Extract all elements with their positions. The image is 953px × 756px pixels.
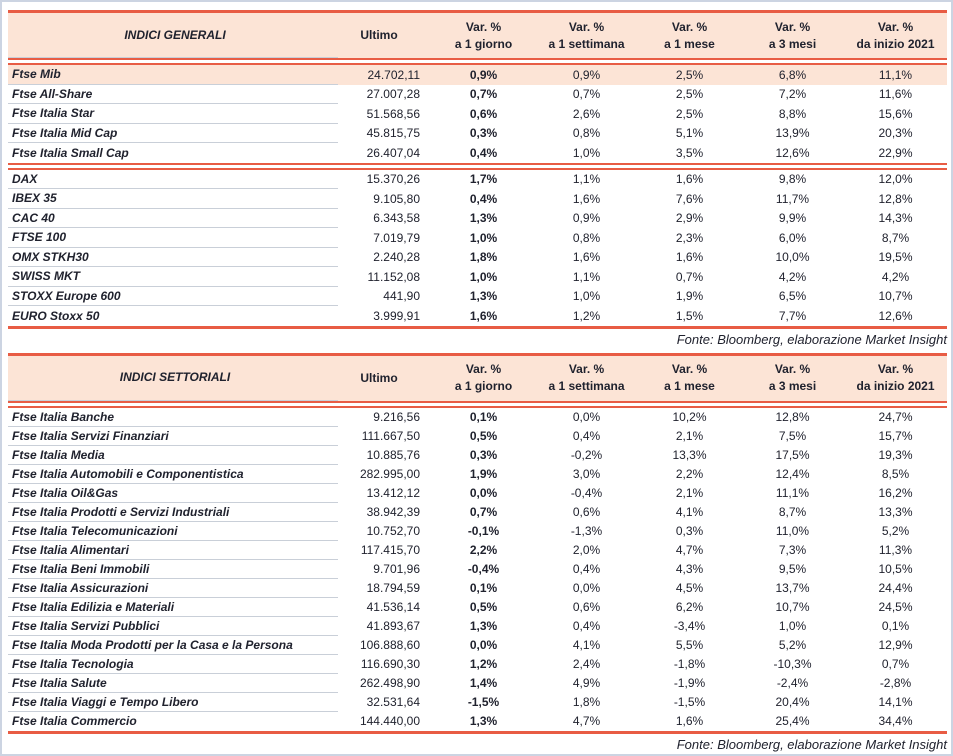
percent-value-cell: 0,7% (469, 87, 498, 102)
column-header-line1: Var. % (671, 362, 708, 376)
table-row (8, 427, 947, 446)
column-header-line1: Var. % (877, 19, 914, 34)
percent-value-cell: 10,5% (878, 562, 913, 576)
percent-value-cell: 4,7% (675, 543, 704, 557)
percent-value-cell: 7,3% (778, 543, 807, 557)
percent-value-cell: 12,0% (878, 172, 913, 187)
column-header (741, 13, 844, 58)
percent-value-cell: 0,0% (572, 581, 601, 595)
table-row (8, 484, 947, 503)
percent-value-cell: -1,5% (673, 695, 706, 709)
percent-value-cell: 4,1% (675, 505, 704, 519)
percent-value-cell: 0,4% (572, 562, 601, 576)
percent-value-cell: 0,3% (675, 524, 704, 538)
index-name-cell: Ftse Italia Small Cap (12, 145, 129, 160)
percent-value-cell: 14,3% (878, 211, 913, 226)
percent-value-cell: 4,7% (572, 714, 601, 728)
percent-value-cell: 2,5% (675, 106, 704, 121)
column-header-line1: Var. % (774, 362, 811, 376)
percent-value-cell: 1,3% (469, 289, 498, 304)
percent-value-cell: 20,3% (878, 126, 913, 141)
percent-value-cell: 0,8% (572, 126, 601, 141)
percent-value-cell: 2,6% (572, 106, 601, 121)
index-name-cell: Ftse All-Share (8, 85, 338, 105)
percent-value-cell: 24,4% (878, 581, 913, 595)
percent-value-cell: 0,6% (572, 505, 601, 519)
index-name-cell: Ftse Italia Edilizia e Materiali (8, 598, 338, 617)
index-name-cell: OMX STKH30 (8, 248, 338, 268)
table-row (8, 655, 947, 674)
percent-value-cell: -0,4% (467, 562, 500, 576)
percent-value-cell: 8,8% (778, 106, 807, 121)
index-name-cell: Ftse Italia Salute (8, 674, 338, 693)
column-header-line1: Var. % (671, 19, 708, 34)
percent-value-cell: 1,0% (778, 619, 807, 633)
percent-value-cell: 11,0% (775, 524, 810, 538)
percent-value-cell: 1,6% (675, 714, 704, 728)
percent-value-cell: 0,8% (572, 230, 601, 245)
percent-value-cell: -0,4% (570, 486, 603, 500)
column-header-line1: Var. % (568, 362, 605, 376)
percent-value-cell: 12,6% (878, 308, 913, 323)
index-name-cell: Ftse Italia Assicurazioni (8, 579, 338, 598)
percent-value-cell: 0,6% (469, 106, 498, 121)
ultimo-value-cell: 106.888,60 (359, 638, 420, 652)
index-name-cell: DAX (8, 170, 338, 190)
percent-value-cell: 0,1% (881, 619, 910, 633)
percent-value-cell: -0,1% (467, 524, 500, 538)
percent-value-cell: 4,3% (675, 562, 704, 576)
column-header (638, 13, 741, 58)
index-name-cell: Ftse Italia Prodotti e Servizi Industriali (8, 503, 338, 522)
ultimo-value-cell: 441,90 (383, 289, 420, 304)
index-name-cell: Ftse Italia Media (8, 446, 338, 465)
index-name-cell: Ftse Mib (8, 65, 338, 85)
ultimo-value-cell: 45.815,75 (366, 126, 420, 141)
percent-value-cell: 7,7% (778, 308, 807, 323)
table-row (8, 541, 947, 560)
percent-value-cell: 13,3% (878, 505, 913, 519)
column-header-line1: Var. % (465, 362, 502, 376)
table-row (8, 65, 947, 85)
table-row (8, 170, 947, 190)
column-header-line1: Var. % (877, 362, 914, 376)
percent-value-cell: 4,1% (572, 638, 601, 652)
percent-value-cell: 9,9% (778, 211, 807, 226)
index-name-cell: Ftse Italia Telecomunicazioni (8, 522, 338, 541)
percent-value-cell: 13,9% (775, 126, 810, 141)
percent-value-cell: 5,1% (675, 126, 704, 141)
ultimo-value-cell: 7.019,79 (373, 230, 420, 245)
ultimo-value-cell: 26.407,04 (366, 145, 420, 160)
column-header-line2: a 3 mesi (768, 379, 817, 393)
index-name-cell: Ftse Italia Servizi Finanziari (8, 427, 338, 446)
percent-value-cell: 7,2% (778, 87, 807, 102)
percent-value-cell: 9,8% (778, 172, 807, 187)
table-row (8, 287, 947, 307)
percent-value-cell: 7,6% (675, 191, 704, 206)
ultimo-value-cell: 10.752,70 (366, 524, 420, 538)
index-name-cell: FTSE 100 (8, 228, 338, 248)
percent-value-cell: 2,5% (675, 67, 704, 82)
percent-value-cell: 2,2% (469, 543, 498, 557)
percent-value-cell: 0,4% (469, 191, 498, 206)
percent-value-cell: 0,0% (469, 486, 498, 500)
ultimo-value-cell: 24.702,11 (367, 67, 420, 82)
percent-value-cell: 0,4% (469, 145, 498, 160)
percent-value-cell: 16,2% (878, 486, 913, 500)
table-row (8, 228, 947, 248)
ultimo-value-cell: 6.343,58 (373, 211, 420, 226)
table-row (8, 104, 947, 124)
column-header (844, 356, 947, 401)
index-name-cell: Ftse Italia Moda Prodotti per la Casa e la Persona (8, 636, 338, 655)
percent-value-cell: 12,9% (878, 638, 913, 652)
column-header (338, 356, 432, 401)
percent-value-cell: 0,7% (881, 657, 910, 671)
percent-value-cell: 1,6% (572, 191, 601, 206)
ultimo-value-cell: 117.415,70 (360, 543, 420, 557)
percent-value-cell: 11,3% (878, 543, 913, 557)
table-row (8, 674, 947, 693)
table-row (8, 598, 947, 617)
percent-value-cell: 4,9% (572, 676, 601, 690)
index-name-cell: IBEX 35 (8, 189, 338, 209)
ultimo-value-cell: 32.531,64 (366, 695, 420, 709)
percent-value-cell: 5,2% (881, 524, 910, 538)
index-name-cell: Ftse Italia Banche (8, 408, 338, 427)
column-header-line2: a 3 mesi (768, 36, 817, 51)
percent-value-cell: 6,2% (675, 600, 704, 614)
percent-value-cell: 5,5% (675, 638, 704, 652)
column-header (535, 13, 638, 58)
percent-value-cell: 10,7% (878, 289, 913, 304)
index-name-cell: STOXX Europe 600 (8, 287, 338, 307)
percent-value-cell: -1,9% (673, 676, 706, 690)
table-row (8, 712, 947, 731)
table-title: INDICI GENERALI (8, 13, 338, 58)
percent-value-cell: 1,0% (572, 289, 601, 304)
column-header-line2: a 1 settimana (548, 36, 625, 51)
column-header-line2: a 1 mese (664, 36, 715, 51)
index-name-cell: Ftse Italia Star (8, 104, 338, 124)
percent-value-cell: -0,2% (570, 448, 603, 462)
percent-value-cell: 0,0% (572, 410, 601, 424)
table-row (8, 85, 947, 105)
index-name-cell: SWISS MKT (8, 267, 338, 287)
percent-value-cell: 14,1% (878, 695, 913, 709)
table-row (8, 408, 947, 427)
header-separator-line (8, 401, 947, 408)
column-header (338, 13, 432, 58)
ultimo-value-cell: 9.701,96 (373, 562, 420, 576)
table-row (8, 209, 947, 229)
percent-value-cell: 2,4% (572, 657, 601, 671)
ultimo-value-cell: 41.536,14 (366, 600, 420, 614)
percent-value-cell: 11,1% (775, 486, 810, 500)
percent-value-cell: 10,2% (672, 410, 707, 424)
ultimo-value-cell: 13.412,12 (366, 486, 420, 500)
percent-value-cell: 2,5% (675, 87, 704, 102)
ultimo-value-cell: 282.995,00 (359, 467, 420, 481)
percent-value-cell: -1,8% (673, 657, 706, 671)
percent-value-cell: -3,4% (673, 619, 706, 633)
percent-value-cell: 0,3% (469, 448, 498, 462)
percent-value-cell: 15,6% (878, 106, 913, 121)
table-row (8, 143, 947, 163)
index-name-cell: Ftse Italia Beni Immobili (8, 560, 338, 579)
percent-value-cell: -10,3% (773, 657, 812, 671)
column-header (844, 13, 947, 58)
group-divider-line (8, 163, 947, 170)
index-name-cell: Ftse Italia Oil&Gas (8, 484, 338, 503)
table-row (8, 446, 947, 465)
indici-settoriali-table (8, 353, 947, 734)
percent-value-cell: 5,2% (778, 638, 807, 652)
percent-value-cell: 7,5% (778, 429, 807, 443)
table-row (8, 636, 947, 655)
table-row (8, 248, 947, 268)
table-row (8, 189, 947, 209)
percent-value-cell: 0,5% (469, 429, 498, 443)
ultimo-value-cell: 9.105,80 (373, 191, 420, 206)
column-header-line2: a 1 giorno (454, 36, 513, 51)
percent-value-cell: 9,5% (778, 562, 807, 576)
percent-value-cell: 19,3% (878, 448, 913, 462)
index-name-cell: Ftse Italia Commercio (12, 714, 137, 728)
percent-value-cell: -2,8% (879, 676, 912, 690)
percent-value-cell: 1,6% (572, 250, 601, 265)
percent-value-cell: 2,3% (675, 230, 704, 245)
percent-value-cell: 0,7% (469, 505, 498, 519)
percent-value-cell: 12,6% (775, 145, 810, 160)
column-header-line1: Var. % (774, 19, 811, 34)
column-header-line1: Var. % (568, 19, 605, 34)
percent-value-cell: 6,8% (778, 67, 807, 82)
percent-value-cell: 1,6% (469, 308, 498, 323)
table-row (8, 617, 947, 636)
ultimo-value-cell: 9.216,56 (373, 410, 420, 424)
ultimo-value-cell: 2.240,28 (373, 250, 420, 265)
ultimo-value-cell: 3.999,91 (373, 308, 420, 323)
percent-value-cell: 1,8% (572, 695, 601, 709)
percent-value-cell: 1,3% (469, 714, 498, 728)
ultimo-value-cell: 18.794,59 (366, 581, 420, 595)
percent-value-cell: 20,4% (775, 695, 810, 709)
percent-value-cell: 12,4% (775, 467, 810, 481)
table-row (8, 579, 947, 598)
column-header-line1: Var. % (465, 19, 502, 34)
column-header-line2: a 1 mese (664, 379, 715, 393)
percent-value-cell: 19,5% (878, 250, 913, 265)
table-row (8, 267, 947, 287)
percent-value-cell: -2,4% (776, 676, 809, 690)
index-name-cell: Ftse Italia Alimentari (8, 541, 338, 560)
indici-generali-table (8, 10, 947, 329)
percent-value-cell: 2,0% (572, 543, 601, 557)
ultimo-value-cell: 38.942,39 (366, 505, 420, 519)
ultimo-value-cell: 11.152,08 (367, 269, 420, 284)
percent-value-cell: 0,9% (572, 67, 601, 82)
percent-value-cell: 12,8% (878, 191, 913, 206)
percent-value-cell: 1,9% (675, 289, 704, 304)
column-header (535, 356, 638, 401)
percent-value-cell: 1,3% (469, 211, 498, 226)
ultimo-value-cell: 144.440,00 (359, 714, 420, 728)
column-header (741, 356, 844, 401)
percent-value-cell: 6,0% (778, 230, 807, 245)
percent-value-cell: 0,5% (469, 600, 498, 614)
ultimo-value-cell: 111.667,50 (361, 429, 420, 443)
percent-value-cell: 1,5% (675, 308, 704, 323)
percent-value-cell: 12,8% (775, 410, 810, 424)
percent-value-cell: 0,7% (572, 87, 601, 102)
table-row (8, 465, 947, 484)
percent-value-cell: 8,7% (881, 230, 910, 245)
percent-value-cell: 1,3% (469, 619, 498, 633)
percent-value-cell: 24,7% (878, 410, 913, 424)
ultimo-value-cell: 10.885,76 (366, 448, 420, 462)
column-header-line1: Ultimo (360, 28, 398, 42)
index-name-cell: Ftse Italia Viaggi e Tempo Libero (8, 693, 338, 712)
index-name-cell: Ftse Italia Automobili e Componentistica (8, 465, 338, 484)
percent-value-cell: 1,8% (469, 250, 498, 265)
index-name-cell: CAC 40 (8, 209, 338, 229)
table-row (8, 503, 947, 522)
ultimo-value-cell: 262.498,90 (359, 676, 420, 690)
percent-value-cell: 1,1% (572, 269, 601, 284)
percent-value-cell: 1,4% (469, 676, 498, 690)
percent-value-cell: 0,4% (572, 619, 601, 633)
percent-value-cell: 4,2% (778, 269, 807, 284)
index-name-cell: Ftse Italia Tecnologia (8, 655, 338, 674)
ultimo-value-cell: 116.690,30 (360, 657, 420, 671)
percent-value-cell: -1,5% (467, 695, 500, 709)
percent-value-cell: 0,4% (572, 429, 601, 443)
percent-value-cell: 1,6% (675, 172, 704, 187)
source-attribution: Fonte: Bloomberg, elaborazione Market Insight (676, 736, 947, 752)
column-header (638, 356, 741, 401)
percent-value-cell: 11,6% (878, 87, 913, 102)
column-header (432, 356, 535, 401)
percent-value-cell: 0,7% (675, 269, 704, 284)
percent-value-cell: 11,1% (878, 67, 913, 82)
column-header (432, 13, 535, 58)
column-header-line2: da inizio 2021 (856, 36, 935, 51)
percent-value-cell: 0,9% (572, 211, 601, 226)
column-header-line2: a 1 settimana (548, 379, 625, 393)
index-name-cell: Ftse Italia Servizi Pubblici (8, 617, 338, 636)
percent-value-cell: 0,0% (469, 638, 498, 652)
percent-value-cell: 1,6% (675, 250, 704, 265)
percent-value-cell: 34,4% (878, 714, 913, 728)
ultimo-value-cell: 15.370,26 (366, 172, 420, 187)
table-header-row (8, 356, 947, 401)
table-row (8, 560, 947, 579)
index-name-cell: EURO Stoxx 50 (12, 308, 100, 323)
table-row (8, 693, 947, 712)
percent-value-cell: 22,9% (878, 145, 913, 160)
percent-value-cell: 11,7% (775, 191, 810, 206)
percent-value-cell: 2,1% (675, 486, 704, 500)
percent-value-cell: 0,6% (572, 600, 601, 614)
percent-value-cell: -1,3% (570, 524, 603, 538)
ultimo-value-cell: 51.568,56 (366, 106, 420, 121)
percent-value-cell: 0,9% (469, 67, 498, 82)
percent-value-cell: 1,7% (469, 172, 498, 187)
percent-value-cell: 1,0% (572, 145, 601, 160)
percent-value-cell: 10,0% (775, 250, 810, 265)
ultimo-value-cell: 41.893,67 (366, 619, 420, 633)
column-header-line1: Ultimo (360, 370, 398, 385)
percent-value-cell: 3,5% (675, 145, 704, 160)
table-title: INDICI SETTORIALI (8, 356, 338, 401)
percent-value-cell: 15,7% (878, 429, 913, 443)
percent-value-cell: 1,9% (469, 467, 498, 481)
percent-value-cell: 13,3% (672, 448, 707, 462)
percent-value-cell: 10,7% (775, 600, 810, 614)
index-name-cell: Ftse Italia Mid Cap (8, 124, 338, 144)
column-header-line2: a 1 giorno (454, 379, 513, 393)
percent-value-cell: 1,0% (469, 230, 498, 245)
percent-value-cell: 1,1% (572, 172, 601, 187)
percent-value-cell: 1,0% (469, 269, 498, 284)
percent-value-cell: 4,2% (881, 269, 910, 284)
percent-value-cell: 25,4% (775, 714, 810, 728)
percent-value-cell: 0,1% (469, 410, 498, 424)
table-header-row (8, 13, 947, 58)
percent-value-cell: 1,2% (572, 308, 601, 323)
percent-value-cell: 0,1% (469, 581, 498, 595)
percent-value-cell: 13,7% (775, 581, 810, 595)
percent-value-cell: 1,2% (469, 657, 498, 671)
percent-value-cell: 24,5% (878, 600, 913, 614)
column-header-line2: da inizio 2021 (856, 379, 935, 393)
percent-value-cell: 17,5% (775, 448, 810, 462)
percent-value-cell: 6,5% (778, 289, 807, 304)
header-separator-line (8, 58, 947, 65)
table-row (8, 522, 947, 541)
ultimo-value-cell: 27.007,28 (366, 87, 420, 102)
percent-value-cell: 8,5% (881, 467, 910, 481)
percent-value-cell: 2,1% (675, 429, 704, 443)
percent-value-cell: 4,5% (675, 581, 704, 595)
percent-value-cell: 3,0% (572, 467, 601, 481)
source-attribution: Fonte: Bloomberg, elaborazione Market Insight (676, 331, 947, 347)
percent-value-cell: 0,3% (469, 126, 498, 141)
percent-value-cell: 2,9% (675, 211, 704, 226)
table-row (8, 306, 947, 326)
percent-value-cell: 2,2% (675, 467, 704, 481)
percent-value-cell: 8,7% (778, 505, 807, 519)
table-row (8, 124, 947, 144)
